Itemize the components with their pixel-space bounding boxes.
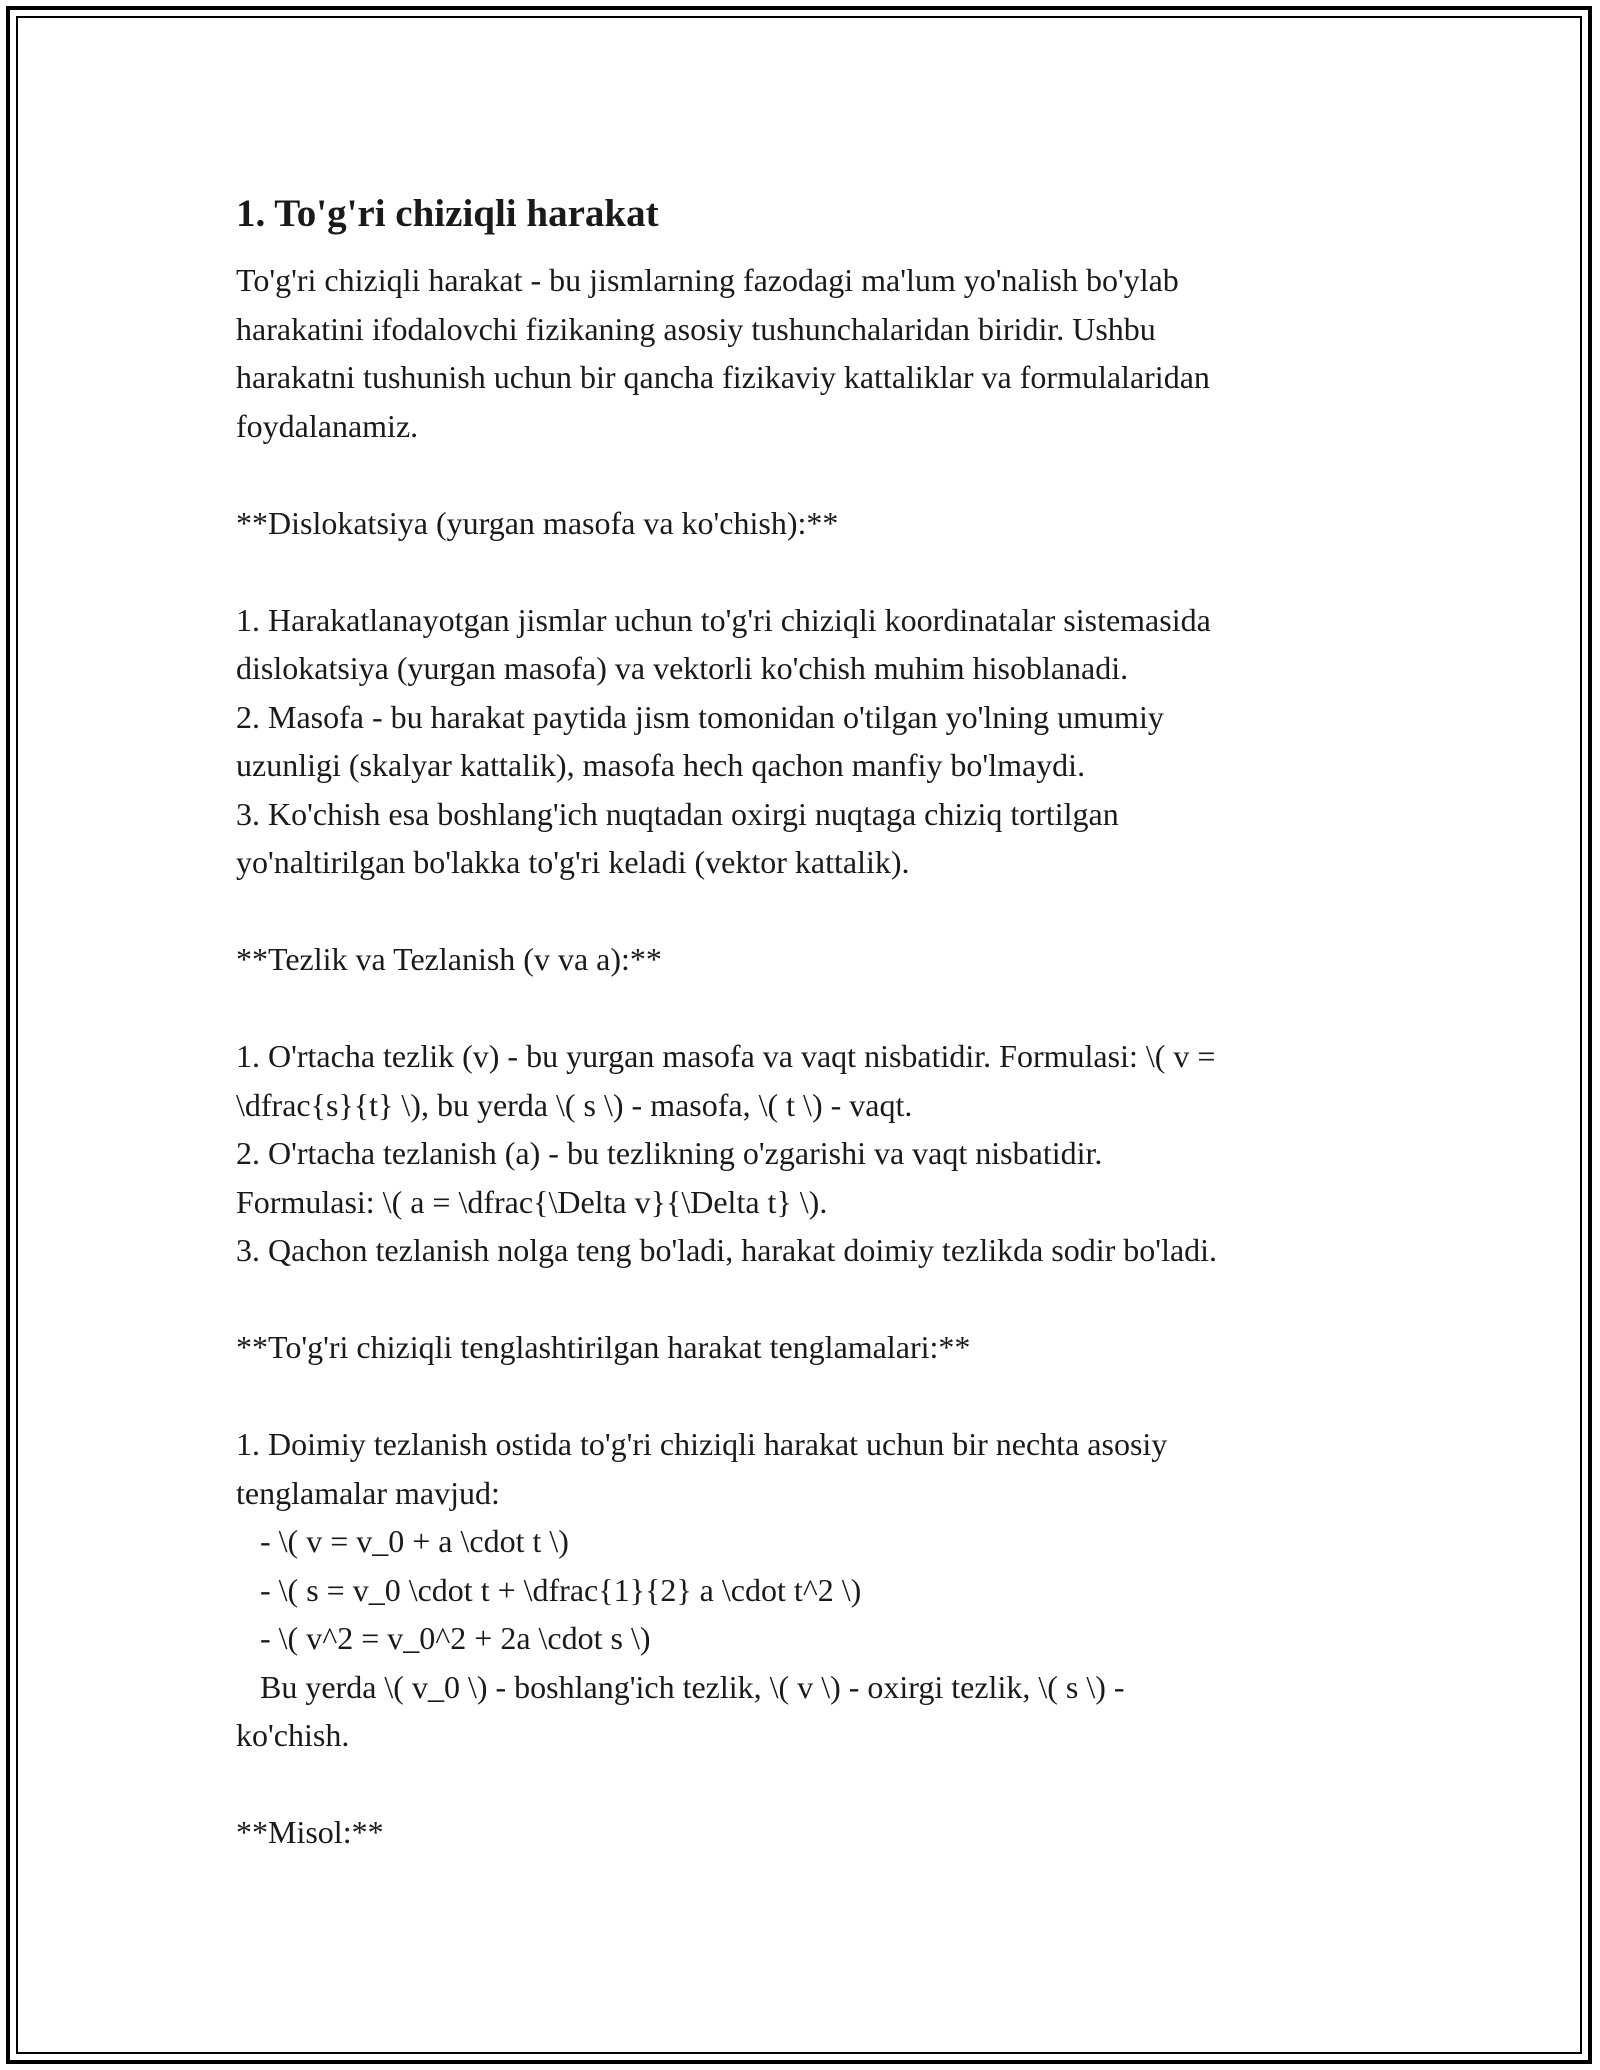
document-content [236, 186, 1366, 1857]
section-body-text: To'g'ri chiziqli harakat - bu jismlarning fazodagi ma'lum yo'nalish bo'ylab harakatini ifodalovchi fizikaning asosiy tushunchalaridan biridir. Ushbu harakatni tushunish uchun bir qancha fizikaviy kattaliklar va formulalaridan foydalanamiz. **Dislokatsiya (yurgan masofa va ko'chish):** 1. Harakatlanayotgan jismlar uchun to'g'ri chiziqli koordinatalar sistemasida dislokatsiya (yurgan masofa) va vektorli ko'chish muhim hisoblanadi. 2. Masofa - bu harakat paytida jism tomonidan o'tilgan yo'lning umumiy uzunligi (skalyar kattalik), masofa hech qachon manfiy bo'lmaydi. 3. Ko'chish esa boshlang'ich nuqtadan oxirgi nuqtaga chiziq tortilgan yo'naltirilgan bo'lakka to'g'ri keladi (vektor kattalik). **Tezlik va Tezlanish (v va a):** 1. O'rtacha tezlik (v) - bu yurgan masofa va vaqt nisbatidir. Formulasi: \( v = \dfrac{s}{t} \), bu yerda \( s \) - masofa, \( t \) - vaqt. 2. O'rtacha tezlanish (a) - bu tezlikning o'zgarishi va vaqt nisbatidir. Formulasi: \( a = \dfrac{\Delta v}{\Delta t} \). 3. Qachon tezlanish nolga teng bo'ladi, harakat doimiy tezlikda sodir bo'ladi. **To'g'ri chiziqli tenglashtirilgan harakat tenglamalari:** 1. Doimiy tezlanish ostida to'g'ri chiziqli harakat uchun bir nechta asosiy tenglamalar mavjud: - \( v = v_0 + a \cdot t \) - \( s = v_0 \cdot t + \dfrac{1}{2} a \cdot t^2 \) - \( v^2 = v_0^2 + 2a \cdot s \) Bu yerda \( v_0 \) - boshlang'ich tezlik, \( v \) - oxirgi tezlik, \( s \) - ko'chish. **Misol:** [236, 262, 1218, 1850]
section-title: 1. To'g'ri chiziqli harakat [236, 192, 659, 235]
